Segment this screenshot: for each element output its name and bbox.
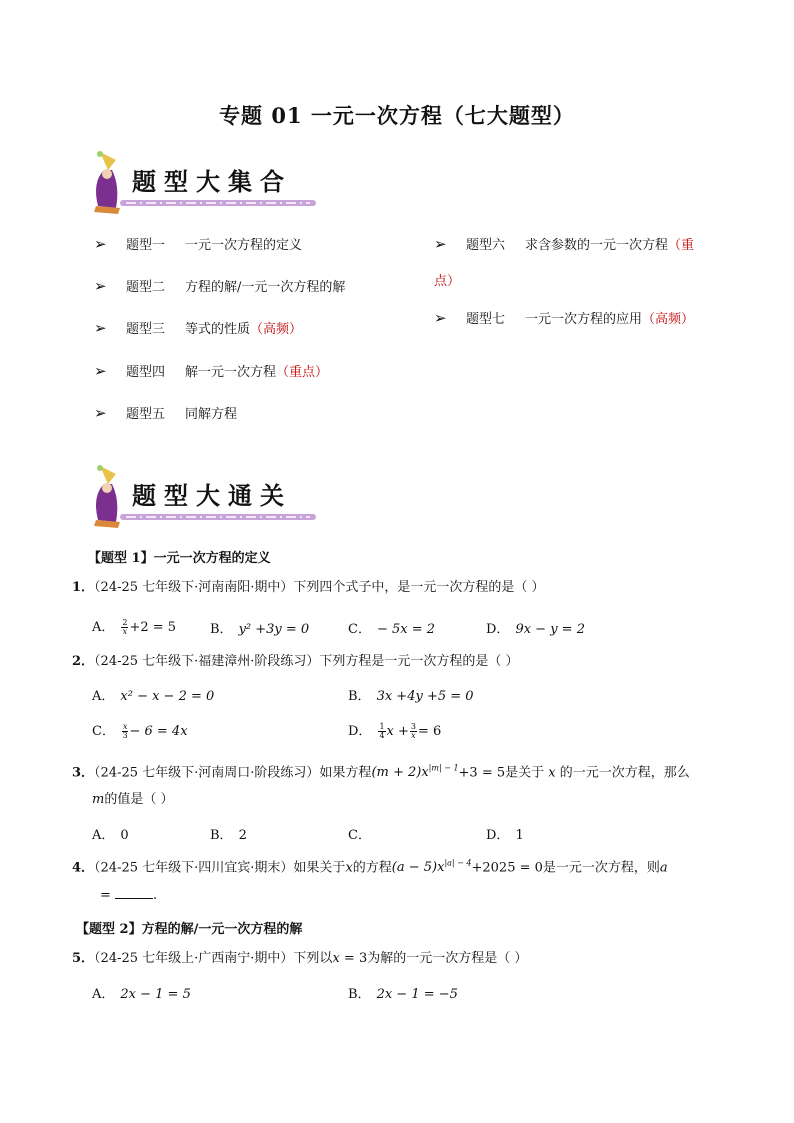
question-1: 1．（24-25 七年级下·河南南阳·期中）下列四个式子中，是一元一次方程的是（ ） — [72, 580, 545, 595]
toc-item-type-1[interactable]: ➢ 题型一 一元一次方程的定义 — [94, 234, 303, 253]
q2-option-a[interactable]: A． x² − x − 2 = 0 — [92, 689, 215, 704]
q3-option-a[interactable]: A． 0 — [92, 828, 129, 843]
toc-item-type-6-tag-continued: 点） — [434, 274, 461, 289]
q3-option-c[interactable]: C． — [348, 828, 371, 843]
wizard-mascot-icon — [86, 148, 130, 220]
q5-option-b[interactable]: B． 2x − 1 = −5 — [348, 987, 458, 1002]
q1-option-a[interactable]: A． $\frac{2}{x}$ +2 = 5 — [92, 618, 177, 636]
banner-title: 题型大集合 — [132, 167, 292, 196]
answer-blank[interactable] — [115, 886, 153, 899]
question-4: 4．（24-25 七年级下·四川宜宾·期末）如果关于x的方程$(a - 5)x^{|a| - 4}+2025 = 0$是一元一次方程，则a — [72, 859, 668, 876]
arrow-icon: ➢ — [94, 403, 107, 422]
arrow-icon: ➢ — [94, 361, 107, 380]
banner-question-practice — [86, 462, 316, 534]
toc-item-type-4[interactable]: ➢ 题型四 解一元一次方程 （重点） — [94, 361, 329, 380]
toc-item-type-2[interactable]: ➢ 题型二 方程的解/一元一次方程的解 — [94, 276, 346, 295]
question-3-continued: m的值是（ ） — [92, 792, 174, 807]
banner-question-types — [86, 148, 316, 220]
toc-item-type-3[interactable]: ➢ 题型三 等式的性质 （高频） — [94, 318, 303, 337]
section-heading-type-1: 【题型 1】一元一次方程的定义 — [88, 551, 271, 566]
question-4-continued: = . — [100, 888, 158, 903]
banner-title: 题型大通关 — [132, 481, 292, 510]
arrow-icon: ➢ — [434, 234, 447, 253]
q1-option-d[interactable]: D． 9x − y = 2 — [486, 622, 585, 637]
toc-item-type-6[interactable]: ➢ 题型六 求含参数的一元一次方程 （重 — [434, 234, 695, 253]
wizard-mascot-icon — [86, 462, 130, 534]
toc-item-type-7[interactable]: ➢ 题型七 一元一次方程的应用 （高频） — [434, 308, 695, 327]
q3-option-b[interactable]: B． 2 — [210, 828, 247, 843]
toc-item-type-5[interactable]: ➢ 题型五 同解方程 — [94, 403, 238, 422]
question-5: 5．（24-25 七年级上·广西南宁·期中）下列以x = 3为解的一元一次方程是（ ） — [72, 951, 528, 966]
arrow-icon: ➢ — [94, 276, 107, 295]
q1-option-c[interactable]: C． − 5x = 2 — [348, 622, 436, 637]
q2-option-b[interactable]: B． 3x +4y +5 = 0 — [348, 689, 474, 704]
q2-option-c[interactable]: C． $\frac{x}{3}$ − 6 = 4x — [92, 722, 188, 740]
question-2: 2．（24-25 七年级下·福建漳州·阶段练习）下列方程是一元一次方程的是（ ） — [72, 654, 519, 669]
q3-option-d[interactable]: D． 1 — [486, 828, 524, 843]
arrow-icon: ➢ — [94, 234, 107, 253]
banner-underline-icon — [120, 514, 316, 520]
q1-option-b[interactable]: B． y² +3y = 0 — [210, 622, 310, 637]
banner-underline-icon — [120, 200, 316, 206]
arrow-icon: ➢ — [94, 318, 107, 337]
q2-option-d[interactable]: D． $\frac{1}{4}$ x + $\frac{3}{x}$ = 6 — [348, 722, 442, 740]
page-title: 专题 01 一元一次方程（七大题型） — [219, 103, 575, 128]
arrow-icon: ➢ — [434, 308, 447, 327]
q5-option-a[interactable]: A． 2x − 1 = 5 — [92, 987, 191, 1002]
section-heading-type-2: 【题型 2】方程的解/一元一次方程的解 — [76, 922, 303, 937]
question-3: 3．（24-25 七年级下·河南周口·阶段练习）如果方程$(m + 2)x^{|m| - 1}+3 = 5$是关于 x 的一元一次方程，那么 — [72, 764, 690, 781]
